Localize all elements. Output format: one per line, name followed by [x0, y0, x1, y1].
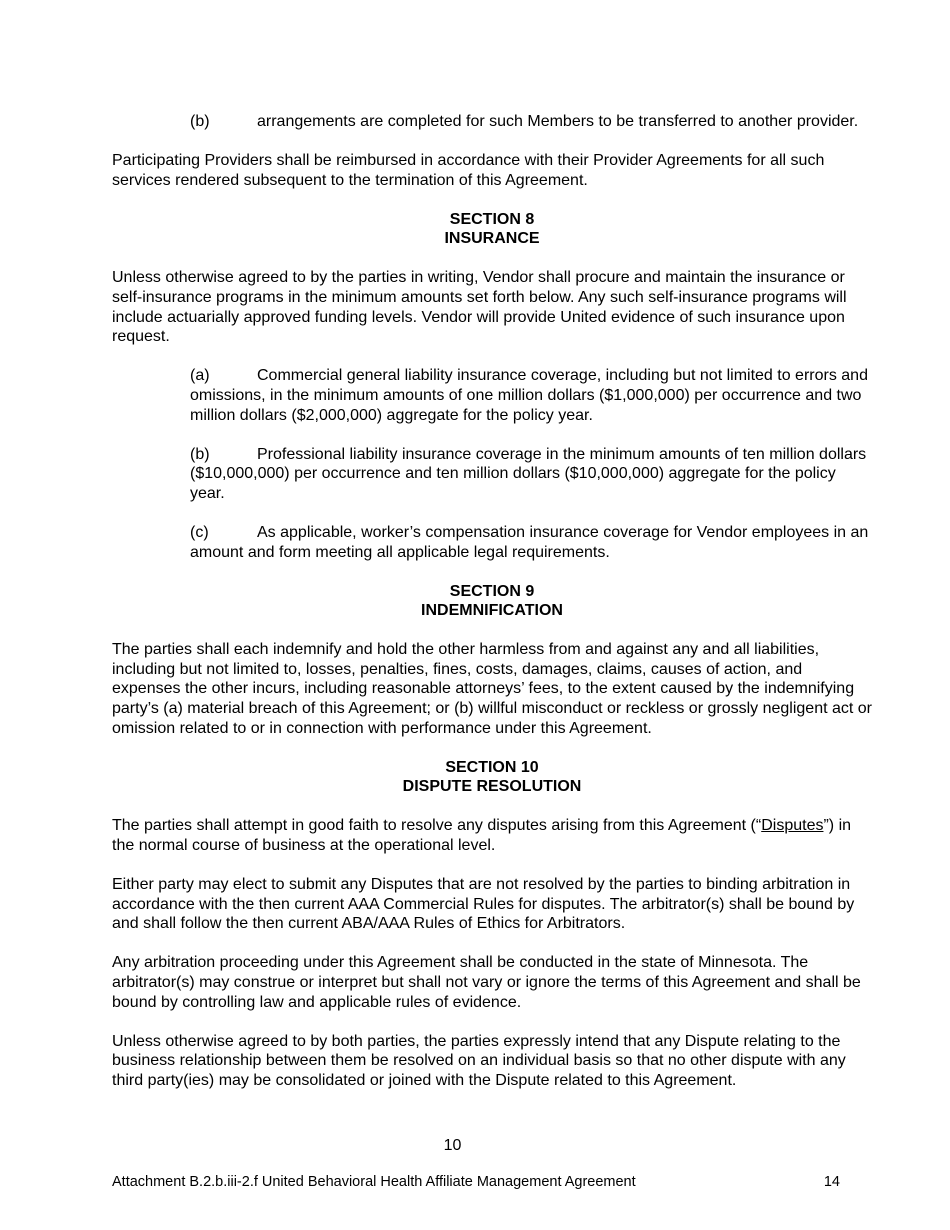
item-text: Professional liability insurance coverage in the minimum amounts of ten million dollars ($10,000,000) per occurrence and ten million dollars ($10,000,000) aggregate for the policy year.: [190, 445, 867, 502]
section-title: DISPUTE RESOLUTION: [402, 778, 582, 796]
dispute-paragraph-4: Unless otherwise agreed to by both parties, the parties expressly intend that any Dispute relating to the business relationship between them be resolved on an individual basis so that no other dispute with any third party(ies) may be consolidated or joined with the Dispute related to this Agreement.: [112, 1032, 846, 1089]
insurance-intro: Unless otherwise agreed to by the parties in writing, Vendor shall procure and maintain the insurance or self-insurance programs in the minimum amounts set forth below. Any such self-insurance programs will include actuarially approved funding levels. Vendor will provide United evidence of such insurance upon request.: [112, 269, 847, 346]
item-label: (a): [190, 367, 210, 385]
dispute-paragraph-2: Either party may elect to submit any Disputes that are not resolved by the parties to binding arbitration in accordance with the then current AAA Commercial Rules for disputes. The arbitrator(s) shall be bound by and shall follow the then current ABA/AAA Rules of Ethics for Arbitrators.: [112, 876, 855, 933]
section-number: SECTION 10: [445, 758, 539, 776]
footer-page: 14: [823, 1174, 840, 1190]
item-text: arrangements are completed for such Members to be transferred to another provider.: [257, 113, 859, 130]
insurance-item-c: [190, 523, 872, 562]
section-10-heading: [112, 758, 872, 797]
insurance-item-b: [190, 445, 872, 504]
item-text: As applicable, worker’s compensation insurance coverage for Vendor employees in an amount and form meeting all applicable legal requirements.: [190, 523, 869, 561]
section-8-heading: [112, 210, 872, 249]
section-title: INDEMNIFICATION: [421, 602, 563, 620]
section-number: SECTION 8: [449, 210, 535, 228]
dispute-paragraph-1: [112, 816, 872, 855]
item-label: (b): [190, 113, 210, 130]
section-9-heading: [112, 582, 872, 621]
item-b-paragraph: [190, 112, 872, 132]
section-title: INSURANCE: [444, 230, 540, 248]
item-label: (b): [190, 445, 210, 463]
footer-attachment: Attachment B.2.b.iii-2.f United Behavioral Health Affiliate Management Agreement: [112, 1174, 636, 1190]
insurance-item-a: [190, 366, 872, 425]
text-after: ”) in the normal course of business at the operational level.: [112, 817, 852, 855]
reimbursement-paragraph: Participating Providers shall be reimbursed in accordance with their Provider Agreements for all such services rendered subsequent to the termination of this Agreement.: [112, 152, 825, 189]
item-text: Commercial general liability insurance coverage, including but not limited to errors and omissions, in the minimum amounts of one million dollars ($1,000,000) per occurrence and two million dollars ($2,000,000) aggregate for the policy year.: [190, 367, 868, 424]
dispute-paragraph-3: Any arbitration proceeding under this Agreement shall be conducted in the state of Minnesota. The arbitrator(s) may construe or interpret but shall not vary or ignore the terms of this Agreement and shall be bound by controlling law and applicable rules of evidence.: [112, 954, 861, 1011]
text-before: The parties shall attempt in good faith to resolve any disputes arising from this Agreement (“: [112, 817, 762, 835]
page-number: 10: [443, 1137, 462, 1154]
indemnification-paragraph: The parties shall each indemnify and hold the other harmless from and against any and all liabilities, including but not limited to, losses, penalties, fines, costs, damages, claims, causes of action, and expenses the other incurs, including reasonable attorneys’ fees, to the extent caused by the indemnifying party’s (a) material breach of this Agreement; or (b) willful misconduct or reckless or grossly negligent act or omission related to or in connection with performance under this Agreement.: [112, 641, 873, 737]
footer: [112, 1173, 840, 1193]
defined-term-disputes: Disputes: [761, 817, 824, 835]
item-label: (c): [190, 523, 209, 541]
section-number: SECTION 9: [449, 582, 535, 600]
document-body: [112, 112, 872, 1110]
